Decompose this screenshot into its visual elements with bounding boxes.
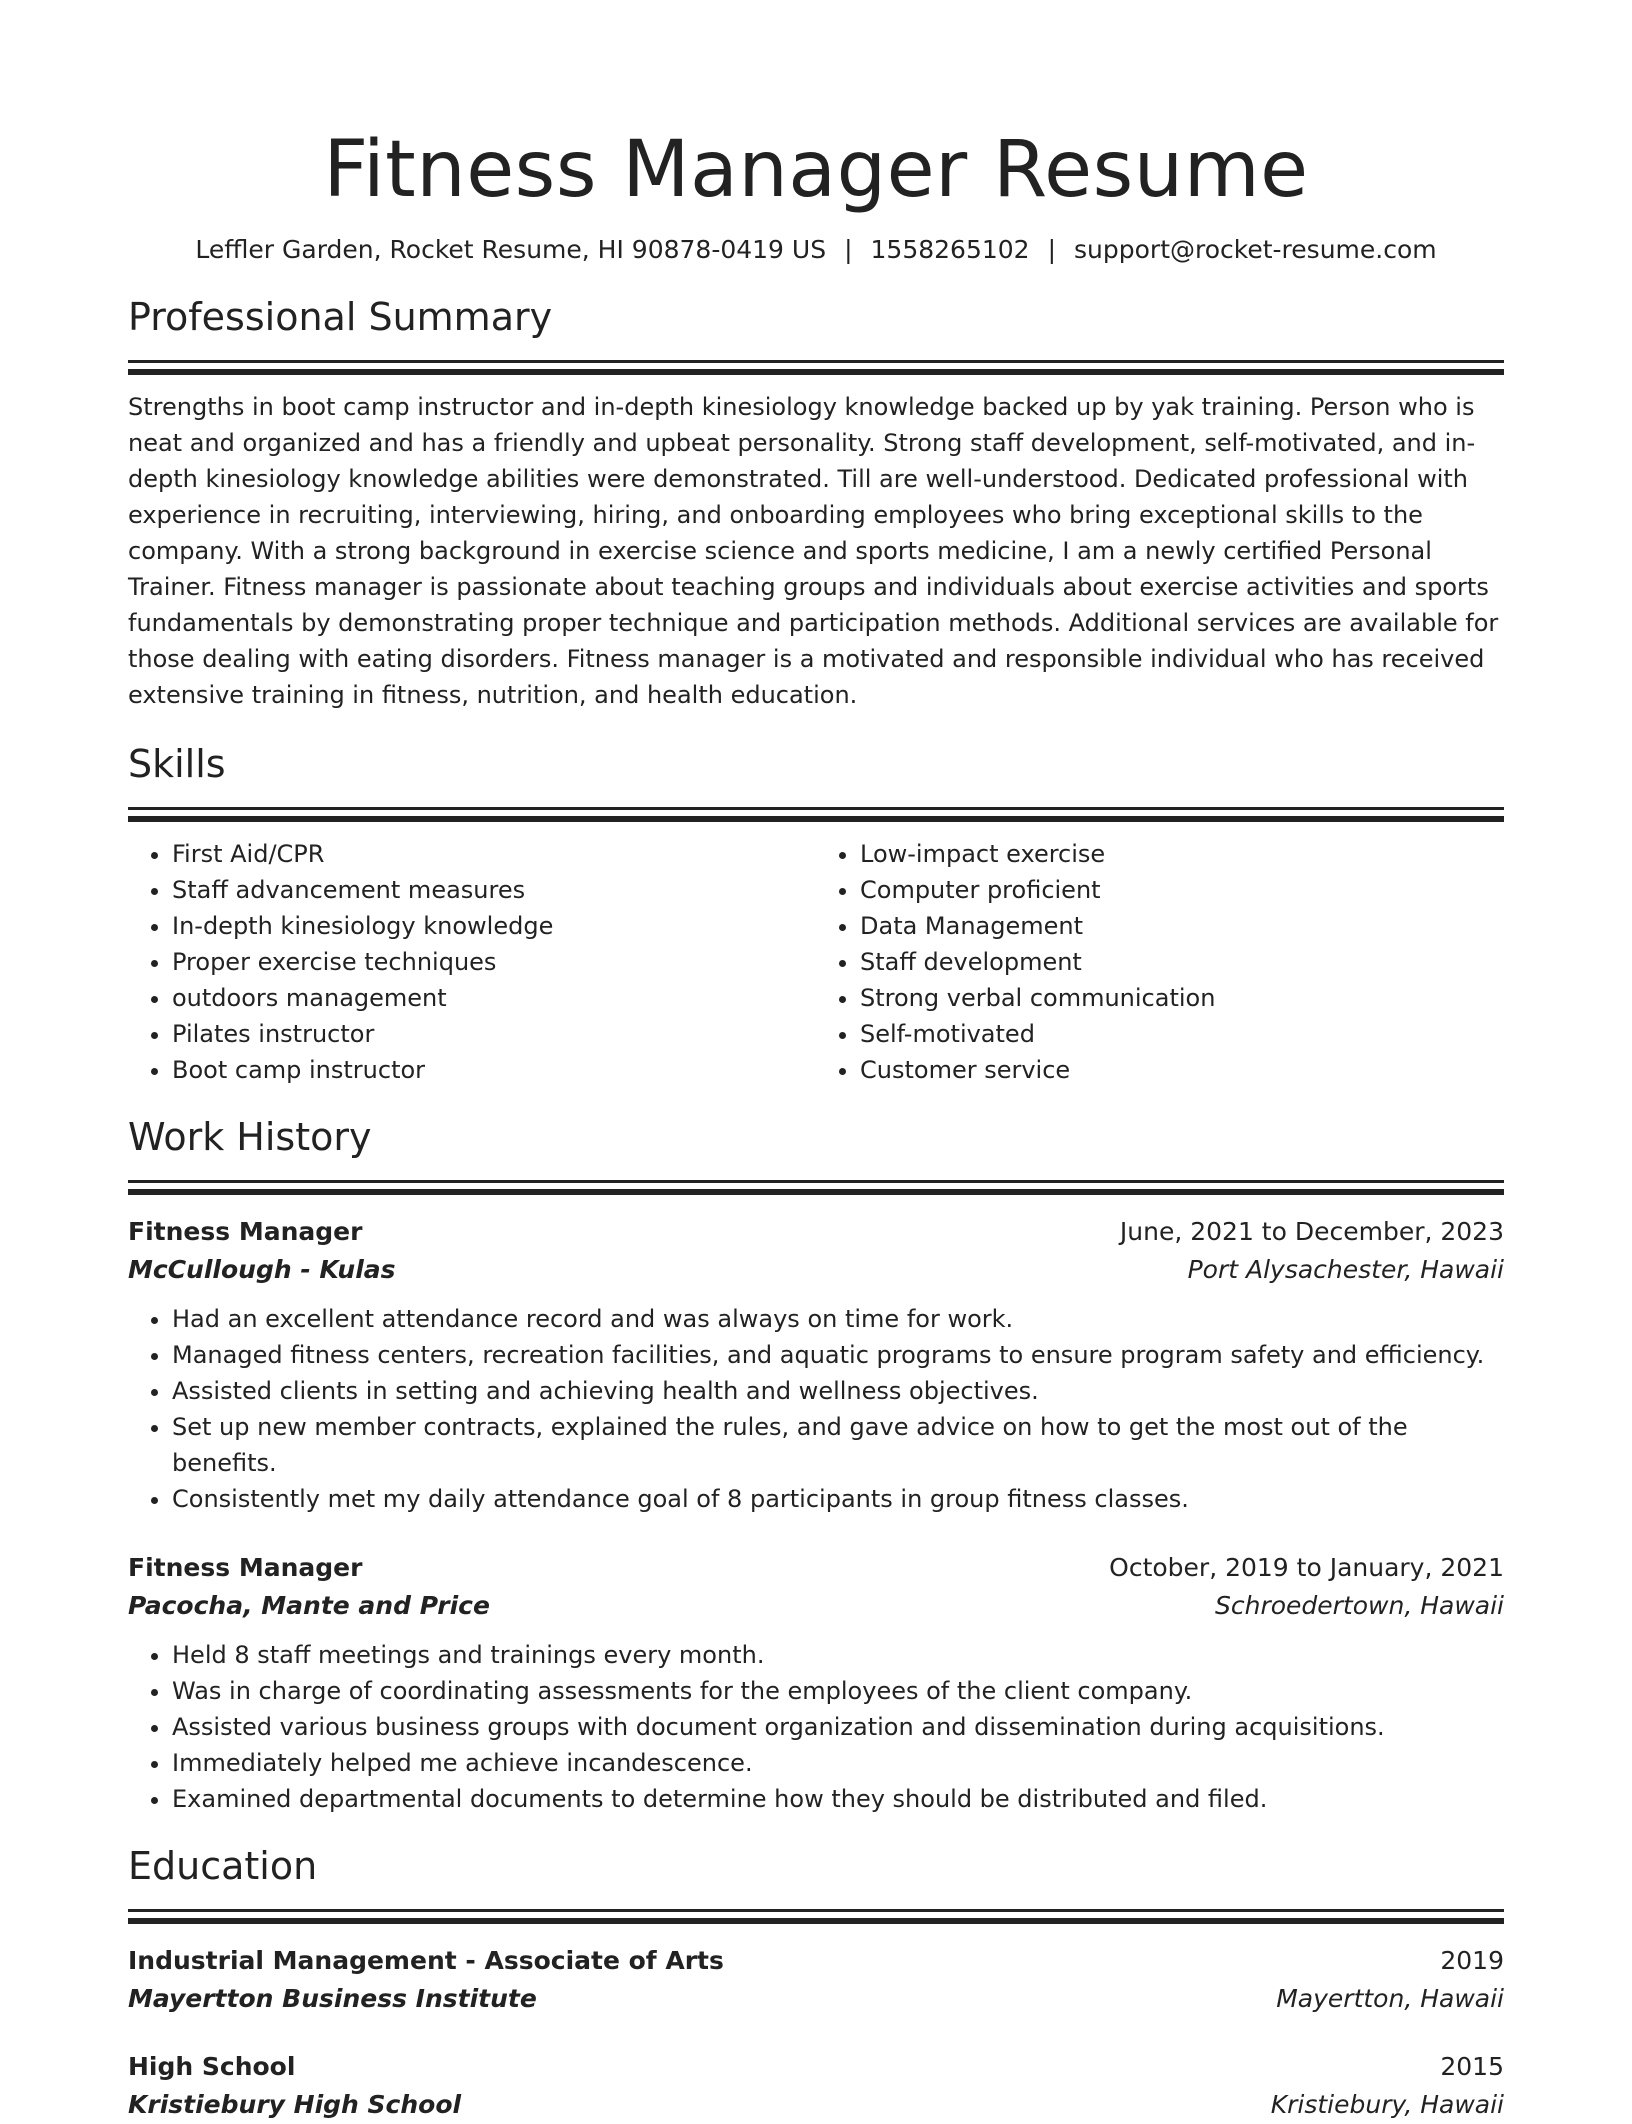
job-duty: • Was in charge of coordinating assessments for the employees of the client company. <box>172 1673 1504 1709</box>
education-section <box>128 1843 1504 2124</box>
job-location: Port Alysachester, Hawaii <box>1187 1255 1504 1284</box>
skills-list-left <box>128 836 816 1088</box>
education-location: Kristiebury, Hawaii <box>1270 2090 1504 2119</box>
job-duty: • Had an excellent attendance record and was always on time for work. <box>172 1301 1504 1337</box>
skill-item: • Data Management <box>860 908 1504 944</box>
skill-item: • Self-motivated <box>860 1016 1504 1052</box>
skill-item: • In-depth kinesiology knowledge <box>172 908 816 944</box>
section-divider-thick <box>128 816 1504 822</box>
job-entry <box>128 1549 1504 1817</box>
job-company: Pacocha, Mante and Price <box>128 1591 490 1620</box>
job-title: Fitness Manager <box>128 1553 363 1582</box>
section-divider <box>128 360 1504 363</box>
contact-email: support@rocket-resume.com <box>1074 235 1437 264</box>
skill-item: • Proper exercise techniques <box>172 944 816 980</box>
skill-item: • Boot camp instructor <box>172 1052 816 1088</box>
job-location: Schroedertown, Hawaii <box>1214 1591 1504 1620</box>
education-location: Mayertton, Hawaii <box>1276 1984 1504 2013</box>
job-duty: • Assisted clients in setting and achieving health and wellness objectives. <box>172 1373 1504 1409</box>
section-divider <box>128 1180 1504 1183</box>
section-heading-work-history: Work History <box>128 1115 372 1159</box>
job-duty: • Held 8 staff meetings and trainings every month. <box>172 1637 1504 1673</box>
job-company: McCullough - Kulas <box>128 1255 396 1284</box>
skill-item: • Computer proficient <box>860 872 1504 908</box>
skill-item: • Pilates instructor <box>172 1016 816 1052</box>
section-divider <box>128 807 1504 810</box>
education-degree: Industrial Management - Associate of Arts <box>128 1946 724 1975</box>
skill-item: • Strong verbal communication <box>860 980 1504 1016</box>
job-duty: • Immediately helped me achieve incandescence. <box>172 1745 1504 1781</box>
section-heading-education: Education <box>128 1844 318 1888</box>
section-divider-thick <box>128 1918 1504 1924</box>
skill-item: • outdoors management <box>172 980 816 1016</box>
contact-separator: | <box>1047 235 1057 264</box>
skill-item: • Customer service <box>860 1052 1504 1088</box>
skills-section <box>128 741 1504 1088</box>
skills-columns <box>128 836 1504 1088</box>
section-heading-summary: Professional Summary <box>128 295 553 339</box>
education-year: 2019 <box>1440 1946 1504 1975</box>
skill-item: • Low-impact exercise <box>860 836 1504 872</box>
summary-text: Strengths in boot camp instructor and in-depth kinesiology knowledge backed up by yak training. Person who is neat and organized and has a friendly and upbeat personality. Strong staff development, self-motivated, and in-depth kinesiology knowledge abilities were demonstrated. Till are well-understood. Dedicated professional with experience in recruiting, interviewing, hiring, and onboarding employees who bring exceptional skills to the company. With a strong background in exercise science and sports medicine, I am a newly certified Personal Trainer. Fitness manager is passionate about teaching groups and individuals about exercise activities and sports fundamentals by demonstrating proper technique and participation methods. Additional services are available for those dealing with eating disorders. Fitness manager is a motivated and responsible individual who has received extensive training in fitness, nutrition, and health education. <box>128 393 1499 709</box>
skill-item: • Staff development <box>860 944 1504 980</box>
education-school: Kristiebury High School <box>128 2090 462 2119</box>
job-dates: June, 2021 to December, 2023 <box>1119 1217 1504 1246</box>
education-year: 2015 <box>1440 2052 1504 2081</box>
job-entry <box>128 1213 1504 1517</box>
section-divider-thick <box>128 1189 1504 1195</box>
resume-title: Fitness Manager Resume <box>323 125 1309 215</box>
contact-separator: | <box>844 235 853 264</box>
job-duty: • Examined departmental documents to determine how they should be distributed and filed. <box>172 1781 1504 1817</box>
job-duty: • Set up new member contracts, explained the rules, and gave advice on how to get the most out of the benefits. <box>172 1409 1504 1481</box>
section-divider <box>128 1909 1504 1912</box>
section-heading-skills: Skills <box>128 742 226 786</box>
contact-phone: 1558265102 <box>870 235 1030 264</box>
education-entry <box>128 2048 1504 2124</box>
education-entry <box>128 1942 1504 2018</box>
education-degree: High School <box>128 2052 296 2081</box>
skill-item: • First Aid/CPR <box>172 836 816 872</box>
work-history-section <box>128 1114 1504 1817</box>
job-duty: • Assisted various business groups with document organization and dissemination during acquisitions. <box>172 1709 1504 1745</box>
skill-item: • Staff advancement measures <box>172 872 816 908</box>
job-dates: October, 2019 to January, 2021 <box>1109 1553 1504 1582</box>
education-school: Mayertton Business Institute <box>128 1984 537 2013</box>
job-title: Fitness Manager <box>128 1217 363 1246</box>
summary-section <box>128 294 1504 713</box>
section-divider-thick <box>128 369 1504 375</box>
skills-list-right <box>816 836 1504 1088</box>
job-duties <box>128 1301 1504 1517</box>
job-duty: • Consistently met my daily attendance goal of 8 participants in group fitness classes. <box>172 1481 1504 1517</box>
job-duty: • Managed fitness centers, recreation facilities, and aquatic programs to ensure program safety and efficiency. <box>172 1337 1504 1373</box>
job-duties <box>128 1637 1504 1817</box>
contact-line <box>128 232 1504 268</box>
contact-address: Leffler Garden, Rocket Resume, HI 90878-0419 US <box>195 235 827 264</box>
